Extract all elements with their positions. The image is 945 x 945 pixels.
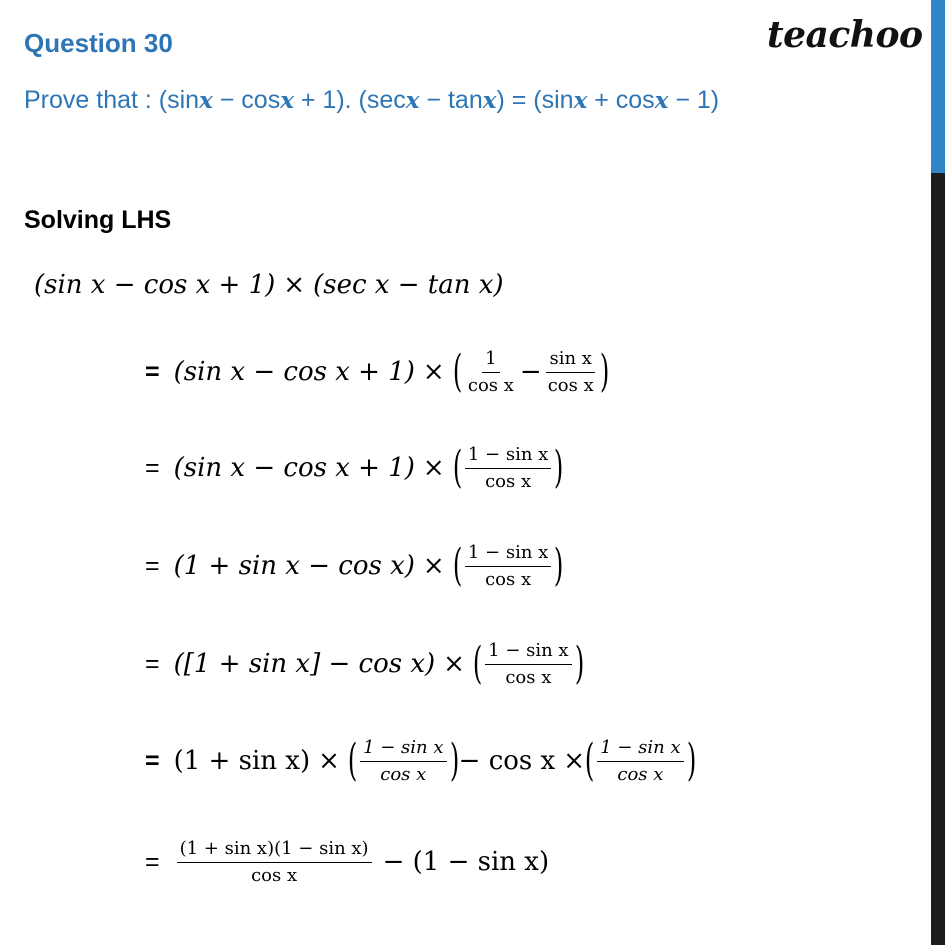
fraction bbox=[360, 737, 446, 785]
numerator: 1 − sin x bbox=[465, 542, 551, 567]
prove-text-4: − tan bbox=[419, 86, 483, 114]
times-sign: × bbox=[422, 357, 445, 388]
expr-tail: − (1 − sin x) bbox=[382, 847, 550, 878]
numerator: 1 − sin x bbox=[360, 737, 446, 762]
numerator: (1 + sin x)(1 − sin x) bbox=[177, 838, 372, 863]
times-sign: × bbox=[283, 270, 306, 300]
var-x: x bbox=[199, 87, 213, 114]
math-step-4: = ([1 + sin x] − cos x) × ( $\frac{\text{1 − sin x}}{\text{cos x}}$ ) bbox=[145, 638, 584, 690]
equals-sign: = bbox=[145, 357, 160, 386]
math-step-2: = (sin x − cos x + 1) × ( $\frac{\text{1 − sin x}}{\text{cos x}}$ ) bbox=[145, 442, 564, 494]
scrollbar[interactable] bbox=[931, 0, 945, 945]
fraction bbox=[485, 640, 571, 688]
numerator: sin x bbox=[546, 348, 594, 373]
equals-sign: = bbox=[145, 551, 160, 580]
times-sign: × bbox=[422, 453, 445, 484]
math-step-6 bbox=[145, 838, 549, 886]
section-heading: Solving LHS bbox=[24, 206, 172, 234]
expr-left: (1 + sin x) bbox=[173, 746, 311, 777]
equals-sign: = bbox=[145, 453, 160, 482]
var-x: x bbox=[482, 87, 497, 114]
prove-text-2: − cos bbox=[212, 86, 281, 114]
math-step-0 bbox=[34, 270, 504, 300]
numerator: 1 − sin x bbox=[597, 737, 683, 762]
numerator: 1 bbox=[482, 348, 499, 373]
expr-left: ([1 + sin x] − cos x) bbox=[173, 649, 436, 680]
problem-statement bbox=[24, 86, 719, 115]
prove-text-7: − 1) bbox=[668, 86, 720, 114]
fraction bbox=[597, 737, 683, 785]
denominator: cos x bbox=[251, 864, 298, 886]
numerator: 1 − sin x bbox=[485, 640, 571, 665]
denominator: cos x bbox=[505, 666, 552, 688]
numerator: 1 − sin x bbox=[465, 444, 551, 469]
var-x: x bbox=[280, 87, 294, 114]
scrollbar-thumb[interactable] bbox=[931, 0, 945, 173]
denominator: cos x bbox=[467, 374, 514, 396]
equals-sign: = bbox=[145, 847, 160, 876]
fraction bbox=[465, 444, 551, 492]
equals-sign: = bbox=[145, 649, 160, 678]
times-sign: × bbox=[443, 649, 465, 680]
expr-left: (sin x − cos x + 1) bbox=[34, 270, 276, 300]
denominator: cos x bbox=[547, 374, 594, 396]
denominator: cos x bbox=[485, 470, 532, 492]
minus-sign: − bbox=[519, 357, 542, 388]
fraction bbox=[465, 348, 517, 396]
question-title: Question 30 bbox=[24, 28, 173, 58]
var-x: x bbox=[573, 87, 588, 114]
denominator: cos x bbox=[380, 763, 427, 785]
math-step-3: = (1 + sin x − cos x) × ( $\frac{\text{1 − sin x}}{\text{cos x}}$ ) bbox=[145, 540, 564, 592]
prove-text-1: Prove that : (sin bbox=[24, 86, 200, 114]
expr-middle: − cos x bbox=[458, 746, 556, 777]
prove-text-6: + cos bbox=[587, 86, 655, 114]
expr-right: (sec x − tan x) bbox=[313, 270, 504, 300]
expr-left: (sin x − cos x + 1) bbox=[173, 453, 415, 484]
fraction bbox=[177, 838, 372, 886]
prove-text-5: ) = (sin bbox=[496, 86, 574, 114]
math-step-1: = (sin x − cos x + 1) × ( $\frac{1}{\text{cos x}}$ − $\frac{\text{sin x}}{\text{cos x}}$ ) bbox=[145, 346, 610, 398]
denominator: cos x bbox=[485, 568, 532, 590]
expr-left: (1 + sin x − cos x) bbox=[173, 551, 415, 582]
fraction bbox=[545, 348, 597, 396]
times-sign: × bbox=[563, 746, 586, 777]
prove-text-3: + 1). (sec bbox=[293, 86, 406, 114]
equals-sign: = bbox=[145, 746, 160, 775]
times-sign: × bbox=[318, 746, 340, 777]
var-x: x bbox=[654, 87, 669, 114]
expr-left: (sin x − cos x + 1) bbox=[173, 357, 415, 388]
math-step-5: = (1 + sin x) × ( $\frac{\text{1 − sin x}}{\text{cos x}}$ ) − cos x × ( $\frac{\text{1 − sin x}}{\text{cos x}}$ ) bbox=[145, 735, 696, 787]
fraction bbox=[465, 542, 551, 590]
teachoo-logo: teachoo bbox=[767, 14, 923, 56]
denominator: cos x bbox=[617, 763, 664, 785]
var-x: x bbox=[405, 87, 420, 114]
times-sign: × bbox=[422, 551, 445, 582]
